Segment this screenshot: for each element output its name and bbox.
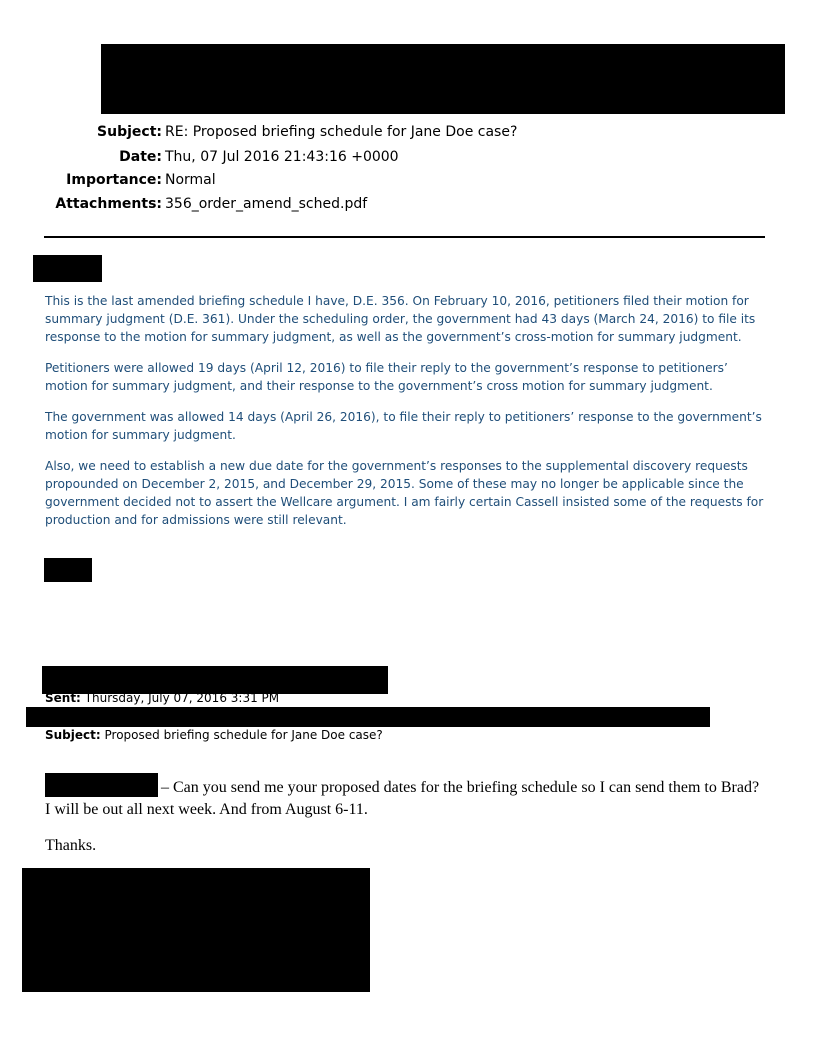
- reply-paragraph-2: Petitioners were allowed 19 days (April 12, 2016) to file their reply to the government’s response to petitioners’ motion for summary judgment, and their response to the government’s cross motion for summary judgment.: [45, 361, 728, 393]
- header-subject-label: Subject:: [97, 124, 162, 140]
- header-subject-value: RE: Proposed briefing schedule for Jane Doe case?: [165, 124, 518, 140]
- header-subject-row: [0, 122, 816, 142]
- redaction-to-line: [26, 707, 710, 727]
- header-attachments-value[interactable]: 356_order_amend_sched.pdf: [165, 196, 368, 212]
- header-date-value: Thu, 07 Jul 2016 21:43:16 +0000: [165, 149, 399, 165]
- header-importance-row: [0, 170, 816, 190]
- reply-body: [45, 292, 767, 542]
- header-importance-value: Normal: [165, 172, 216, 188]
- original-body: [45, 777, 775, 871]
- original-body-line-2: I will be out all next week. And from August 6-11.: [45, 801, 368, 818]
- redaction-signature: [44, 558, 92, 582]
- header-divider: [44, 236, 765, 238]
- header-date-row: [0, 147, 816, 167]
- header-date-label: Date:: [119, 149, 162, 165]
- original-sent-value: Thursday, July 07, 2016 3:31 PM: [84, 691, 280, 705]
- original-thanks: Thanks.: [45, 837, 97, 854]
- reply-paragraph-3: The government was allowed 14 days (April 26, 2016), to file their reply to petitioners’ response to the government’s motion for summary judgment.: [45, 410, 762, 442]
- original-body-line-1: – Can you send me your proposed dates for the briefing schedule so I can send them to Brad?: [161, 779, 760, 796]
- original-sent-line: [45, 690, 279, 706]
- original-subject-line: [45, 727, 383, 743]
- reply-paragraph-1: This is the last amended briefing schedule I have, D.E. 356. On February 10, 2016, petitioners filed their motion for summary judgment (D.E. 361). Under the scheduling order, the government had 43 days (March 24, 2016) to file its response to the motion for summary judgment, as well as the government’s cross-motion for summary judgment.: [45, 294, 756, 344]
- redaction-bottom-signature: [22, 868, 370, 992]
- header-importance-label: Importance:: [66, 172, 162, 188]
- header-attachments-row: [0, 194, 816, 214]
- header-attachments-label: Attachments:: [55, 196, 162, 212]
- redaction-greeting: [33, 255, 102, 282]
- original-sent-label: Sent:: [45, 691, 81, 705]
- reply-paragraph-4: Also, we need to establish a new due date for the government’s responses to the supplemental discovery requests propounded on December 2, 2015, and December 29, 2015. Some of these may no longer be applicable since the government decided not to assert the Wellcare argument. I am fairly certain Cassell insisted some of the requests for production and for admissions were still relevant.: [45, 459, 764, 527]
- redaction-block-header: [101, 44, 785, 114]
- original-subject-label: Subject:: [45, 728, 101, 742]
- original-subject-value: Proposed briefing schedule for Jane Doe case?: [104, 728, 383, 742]
